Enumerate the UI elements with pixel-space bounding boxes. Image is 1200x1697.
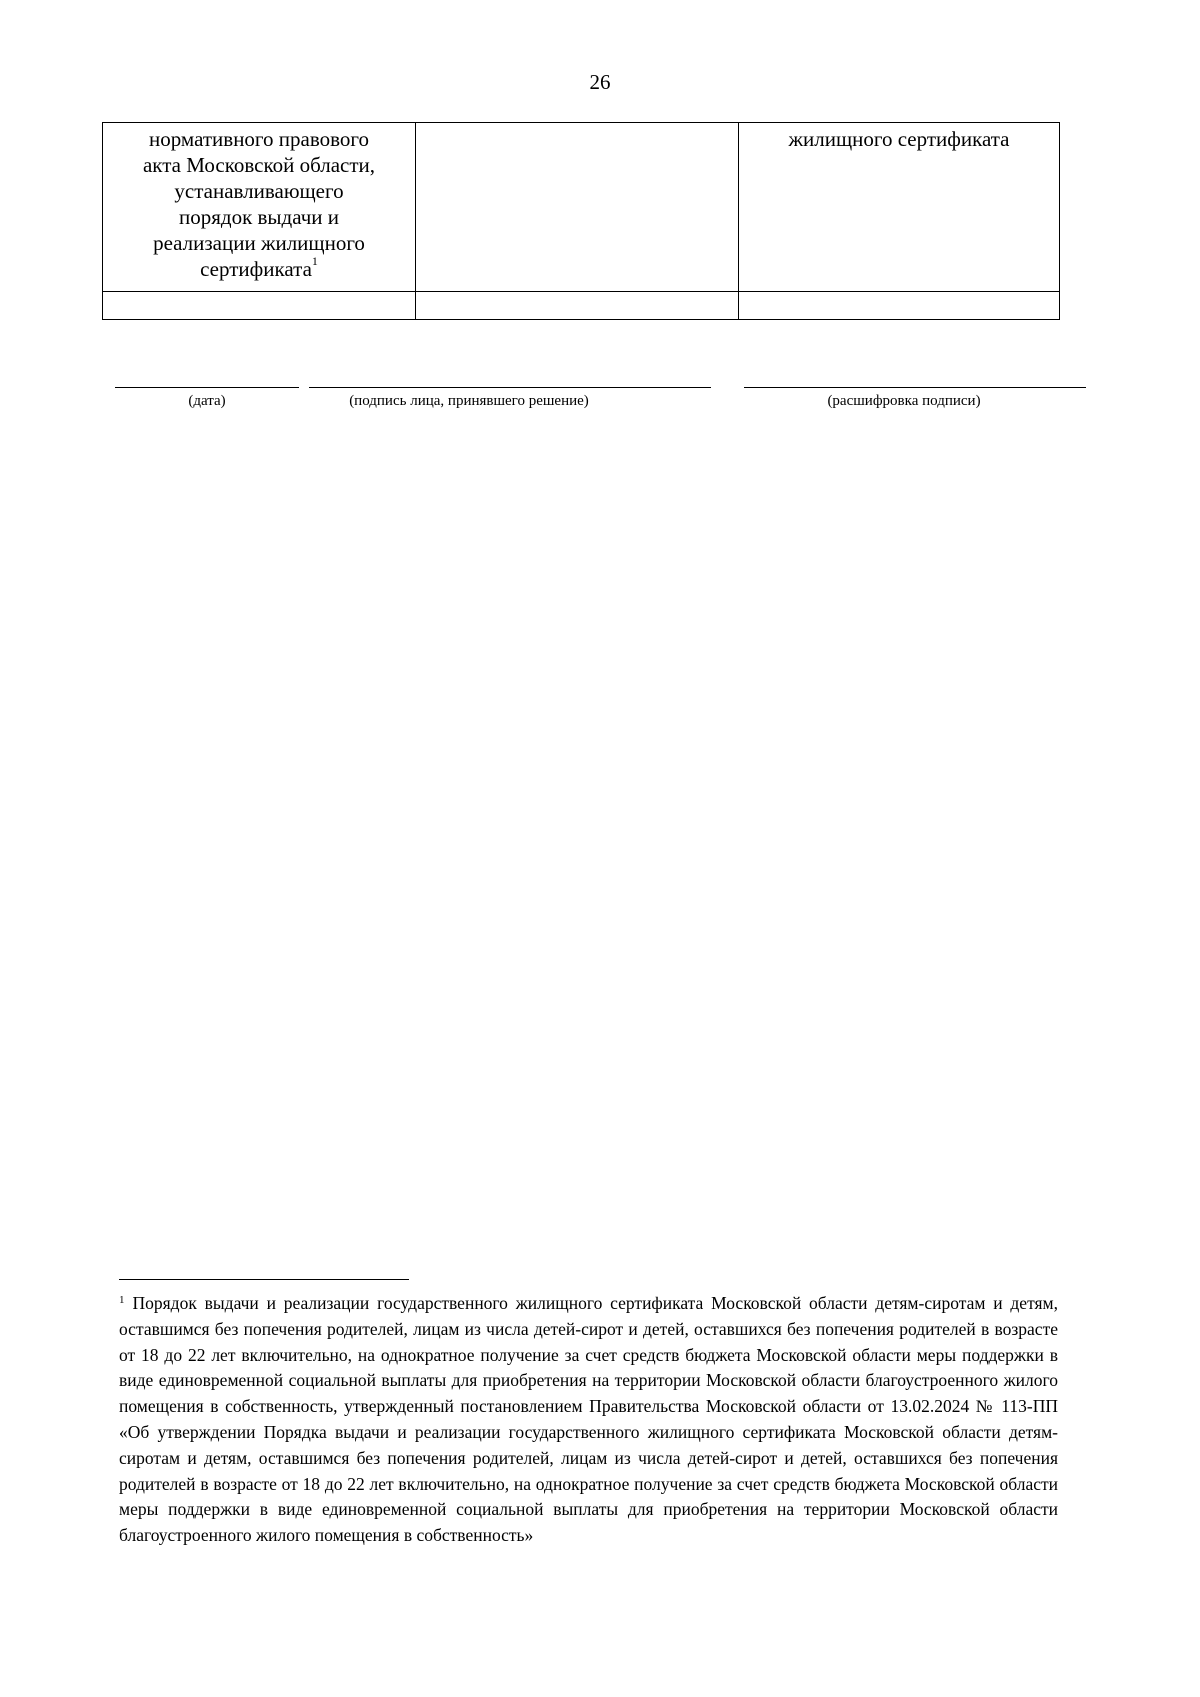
document-name-line: акта Московской области, xyxy=(142,153,376,177)
footnote-text: Порядок выдачи и реализации государственного жилищного сертификата Московской области детям-сиротам и детям, оставшимся без попечения родителей, лицам из числа детей-сирот и детей, оставшихся без попечения родителей в возрасте от 18 до 22 лет включительно, на однократное получение за счет средств бюджета Московской области меры поддержки в виде единовременной социальной выплаты для приобретения на территории Московской области благоустроенного жилого помещения в собственность, утвержденный постановлением Правительства Московской области от 13.02.2024 № 113-ПП «Об утверждении Порядка выдачи и реализации государственного жилищного сертификата Московской области детям-сиротам и детям, оставшимся без попечения родителей, лицам из числа детей-сирот и детей, оставшихся без попечения родителей в возрасте от 18 до 22 лет включительно, на однократное получение за счет средств бюджета Московской области меры поддержки в виде единовременной социальной выплаты для приобретения на территории Московской области благоустроенного жилого помещения в собственность» xyxy=(119,1293,1058,1546)
signature-decoding-caption: (расшифровка подписи) xyxy=(827,393,981,409)
document-name-line-last xyxy=(103,256,415,282)
document-name-line-text: сертификата xyxy=(200,257,312,281)
table-row xyxy=(103,292,1060,320)
footnote xyxy=(119,1291,1058,1549)
table-cell-empty xyxy=(416,123,739,292)
signature-decoding-line xyxy=(744,387,1086,388)
document-name-line: порядок выдачи и xyxy=(178,205,339,229)
footnote-marker: 1 xyxy=(119,1294,125,1306)
document-name-text xyxy=(103,123,415,282)
table-cell-certificate xyxy=(739,123,1060,292)
signature-caption: (подпись лица, принявшего решение) xyxy=(349,393,589,409)
document-name-line: устанавливающего xyxy=(174,179,344,203)
table-cell-empty xyxy=(739,292,1060,320)
table-cell-document-name xyxy=(103,123,416,292)
table-cell-empty xyxy=(416,292,739,320)
table-cell-empty xyxy=(103,292,416,320)
document-name-line: нормативного правового xyxy=(149,127,369,151)
footnote-reference: 1 xyxy=(311,254,318,268)
page-number: 26 xyxy=(589,70,611,94)
document-table xyxy=(102,122,1060,320)
date-line xyxy=(115,387,299,388)
table-row xyxy=(103,123,1060,292)
date-caption: (дата) xyxy=(188,393,226,409)
document-name-line: реализации жилищного xyxy=(153,231,365,255)
signature-line xyxy=(309,387,711,388)
footnote-separator xyxy=(119,1279,409,1280)
certificate-text: жилищного сертификата xyxy=(788,127,1010,151)
